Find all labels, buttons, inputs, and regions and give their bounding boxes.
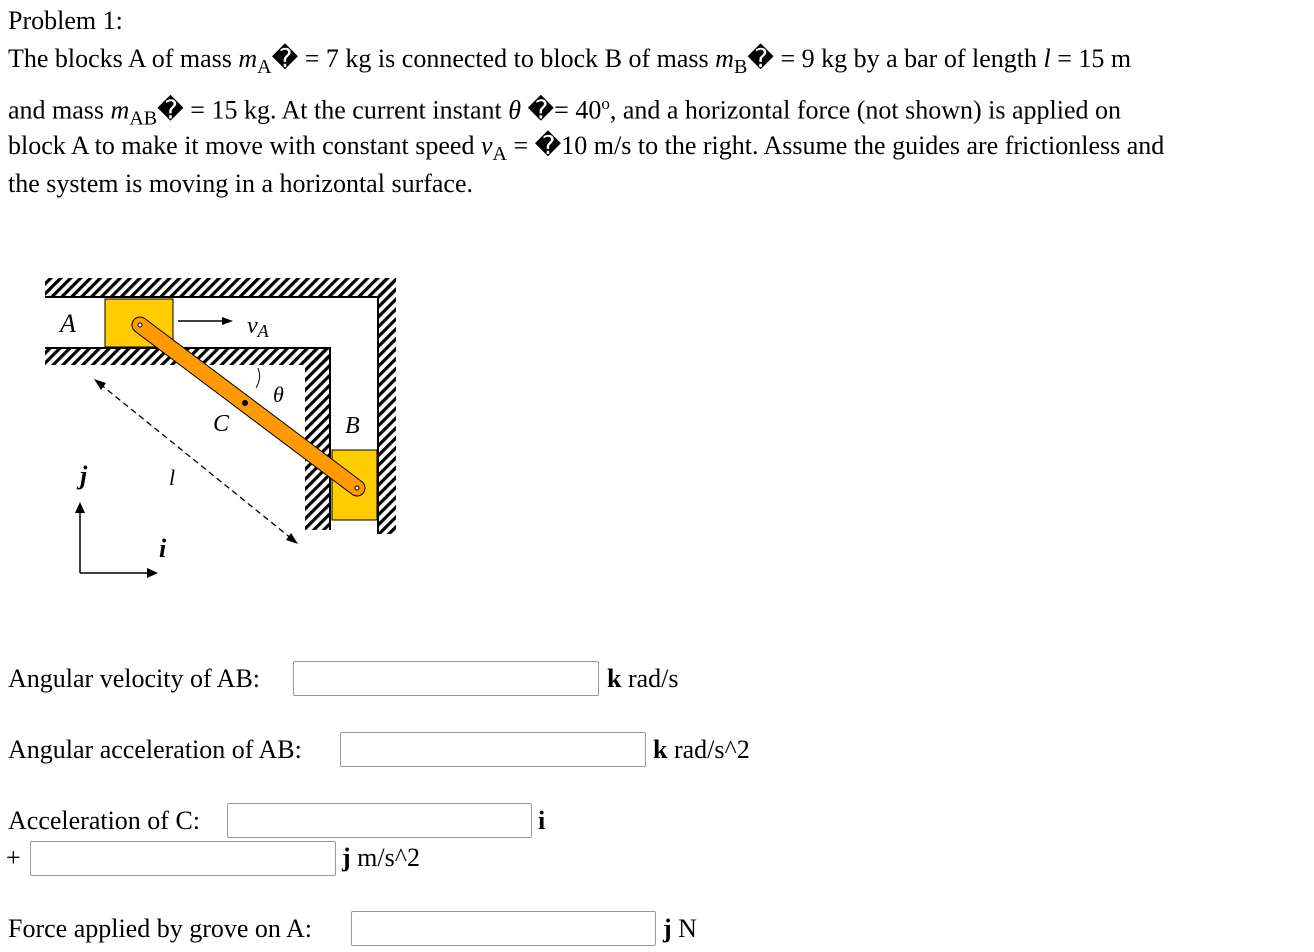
text: = 15 m bbox=[1050, 44, 1132, 73]
unit-text: m/s^2 bbox=[350, 843, 420, 872]
unit-text: N bbox=[671, 914, 697, 943]
acceleration-c-j-input[interactable] bbox=[30, 841, 336, 876]
text: � = 9 kg by a bar of length bbox=[747, 44, 1044, 73]
var-theta: θ bbox=[508, 95, 522, 125]
text: The blocks A of mass bbox=[8, 44, 239, 73]
acceleration-c-unit bbox=[342, 843, 420, 873]
label-va: vA bbox=[247, 313, 269, 341]
unit-k: k bbox=[653, 735, 668, 764]
text: , and a horizontal force (not shown) is applied on bbox=[609, 95, 1122, 125]
sub: A bbox=[257, 56, 272, 78]
angular-acceleration-label: Angular acceleration of AB: bbox=[8, 735, 302, 764]
axis-i-label: i bbox=[159, 534, 167, 563]
axis-j-label: j bbox=[80, 461, 88, 490]
label-b: B bbox=[345, 413, 360, 439]
force-label: Force applied by grove on A: bbox=[8, 914, 312, 943]
velocity-arrow bbox=[178, 317, 233, 325]
label-theta: θ bbox=[273, 382, 284, 407]
angular-acceleration-input[interactable] bbox=[340, 732, 646, 767]
problem-text-line-4: the system is moving in a horizontal surface. bbox=[8, 169, 474, 198]
angular-acceleration-unit bbox=[653, 735, 750, 765]
mechanism-diagram bbox=[0, 0, 420, 600]
sub: B bbox=[733, 56, 748, 78]
label-l: l bbox=[169, 465, 176, 490]
text: � = 7 kg is connected to block B of mass bbox=[271, 44, 716, 73]
unit-i-text: i bbox=[538, 806, 546, 835]
var-v: v bbox=[480, 131, 493, 160]
problem-title: Problem 1: bbox=[8, 6, 123, 35]
point-c bbox=[242, 400, 248, 406]
text: block A to make it move with constant speed bbox=[8, 131, 481, 160]
sub: A bbox=[492, 143, 507, 165]
label-a: A bbox=[60, 309, 76, 338]
axes bbox=[75, 502, 158, 578]
text: � = 15 kg. At the current instant bbox=[157, 95, 509, 125]
unit-i bbox=[538, 806, 545, 836]
unit-k: k bbox=[607, 664, 622, 693]
var-l: l bbox=[1043, 44, 1051, 73]
acceleration-c-label: Acceleration of C: bbox=[8, 806, 201, 835]
angular-velocity-input[interactable] bbox=[293, 661, 599, 696]
acceleration-c-i-input[interactable] bbox=[227, 803, 532, 838]
text: = �10 m/s to the right. Assume the guides are frictionless and bbox=[506, 131, 1165, 160]
angular-velocity-unit bbox=[607, 664, 679, 694]
unit-text: rad/s bbox=[621, 664, 679, 693]
sub: AB bbox=[129, 107, 158, 130]
text: �= 40 bbox=[521, 95, 602, 125]
force-input[interactable] bbox=[351, 911, 656, 946]
var-m: m bbox=[238, 44, 258, 73]
theta-arc bbox=[256, 368, 260, 388]
unit-j: j bbox=[663, 914, 672, 943]
length-dimension bbox=[94, 379, 298, 544]
label-c: C bbox=[213, 411, 230, 437]
var-m: m bbox=[715, 44, 734, 73]
var-m: m bbox=[110, 95, 130, 125]
angular-velocity-label: Angular velocity of AB: bbox=[8, 664, 261, 693]
unit-j: j bbox=[342, 843, 351, 872]
plus-sign: + bbox=[6, 843, 21, 872]
text: and mass bbox=[8, 95, 111, 125]
force-unit bbox=[663, 914, 697, 944]
unit-text: rad/s^2 bbox=[667, 735, 750, 764]
degree: o bbox=[601, 94, 610, 113]
